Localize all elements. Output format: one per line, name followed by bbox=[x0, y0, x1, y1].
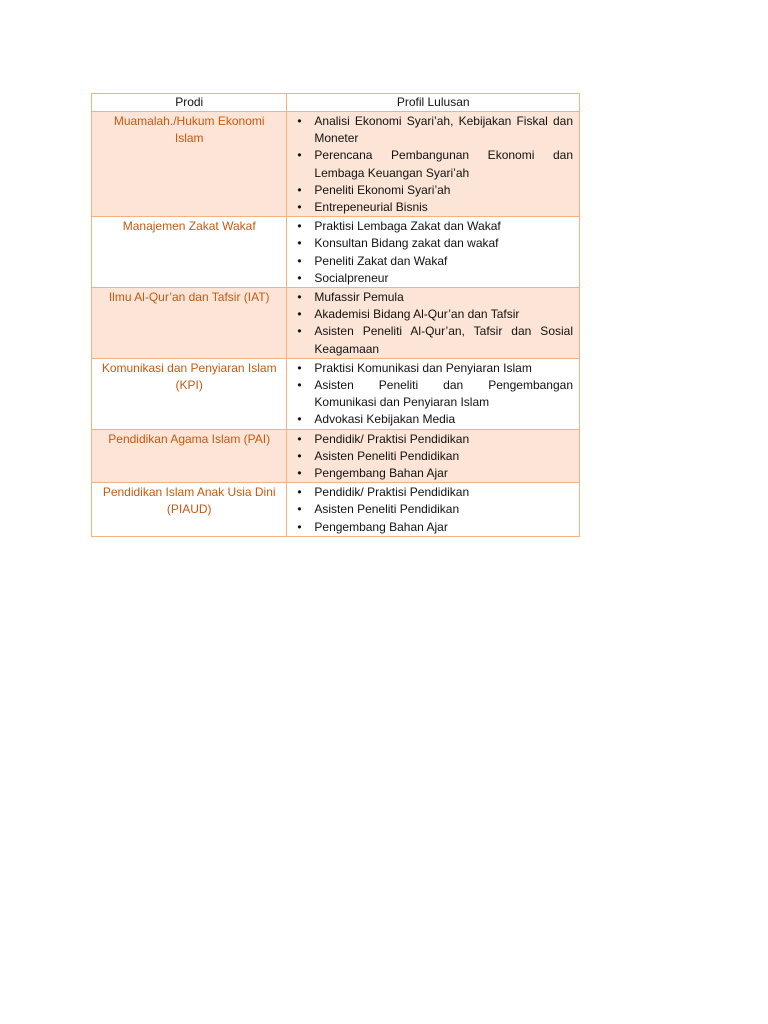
table-row bbox=[92, 288, 580, 359]
list-item: • Akademisi Bidang Al-Qur’an dan Tafsir bbox=[287, 306, 573, 323]
profil-cell bbox=[287, 112, 580, 217]
table-row bbox=[92, 483, 580, 537]
list-item: • Perencana Pembangunan Ekonomi dan Lembaga Keuangan Syari’ah bbox=[287, 147, 573, 181]
profil-list bbox=[287, 359, 579, 429]
list-item: • Pendidik/ Praktisi Pendidikan bbox=[287, 484, 573, 501]
prodi-cell: Pendidikan Islam Anak Usia Dini (PIAUD) bbox=[92, 483, 287, 537]
list-item: • Socialpreneur bbox=[287, 270, 573, 287]
list-item: • Mufassir Pemula bbox=[287, 289, 573, 306]
list-item: • Asisten Peneliti dan Pengembangan Komunikasi dan Penyiaran Islam bbox=[287, 377, 573, 411]
table-header-row bbox=[92, 94, 580, 112]
profil-list bbox=[287, 288, 579, 358]
table-row bbox=[92, 112, 580, 217]
header-prodi: Prodi bbox=[92, 94, 287, 112]
prodi-cell: Manajemen Zakat Wakaf bbox=[92, 217, 287, 288]
prodi-cell: Ilmu Al-Qur’an dan Tafsir (IAT) bbox=[92, 288, 287, 359]
header-profil-lulusan: Profil Lulusan bbox=[287, 94, 580, 112]
profil-cell bbox=[287, 429, 580, 483]
list-item: • Asisten Peneliti Pendidikan bbox=[287, 501, 573, 518]
profil-cell bbox=[287, 358, 580, 429]
profil-list bbox=[287, 483, 579, 536]
profil-list bbox=[287, 217, 579, 287]
profil-cell bbox=[287, 217, 580, 288]
table-row bbox=[92, 358, 580, 429]
list-item: • Praktisi Komunikasi dan Penyiaran Islam bbox=[287, 360, 573, 377]
list-item: • Asisten Peneliti Al-Qur’an, Tafsir dan Sosial Keagamaan bbox=[287, 323, 573, 357]
profil-list bbox=[287, 112, 579, 216]
prodi-cell: Pendidikan Agama Islam (PAI) bbox=[92, 429, 287, 483]
list-item: • Pengembang Bahan Ajar bbox=[287, 519, 573, 536]
list-item: • Peneliti Zakat dan Wakaf bbox=[287, 253, 573, 270]
list-item: • Praktisi Lembaga Zakat dan Wakaf bbox=[287, 218, 573, 235]
list-item: • Advokasi Kebijakan Media bbox=[287, 411, 573, 428]
table-row bbox=[92, 217, 580, 288]
list-item: • Pengembang Bahan Ajar bbox=[287, 465, 573, 482]
prodi-cell: Komunikasi dan Penyiaran Islam (KPI) bbox=[92, 358, 287, 429]
list-item: • Entrepeneurial Bisnis bbox=[287, 199, 573, 216]
list-item: • Asisten Peneliti Pendidikan bbox=[287, 448, 573, 465]
table-body bbox=[92, 112, 580, 537]
profil-cell bbox=[287, 483, 580, 537]
prodi-cell: Muamalah./Hukum Ekonomi Islam bbox=[92, 112, 287, 217]
profil-list bbox=[287, 430, 579, 483]
list-item: • Pendidik/ Praktisi Pendidikan bbox=[287, 431, 573, 448]
list-item: • Konsultan Bidang zakat dan wakaf bbox=[287, 235, 573, 252]
table-header bbox=[92, 94, 580, 112]
list-item: • Peneliti Ekonomi Syari’ah bbox=[287, 182, 573, 199]
prodi-profil-table bbox=[91, 93, 580, 537]
list-item: • Analisi Ekonomi Syari’ah, Kebijakan Fiskal dan Moneter bbox=[287, 113, 573, 147]
profil-cell bbox=[287, 288, 580, 359]
table-row bbox=[92, 429, 580, 483]
